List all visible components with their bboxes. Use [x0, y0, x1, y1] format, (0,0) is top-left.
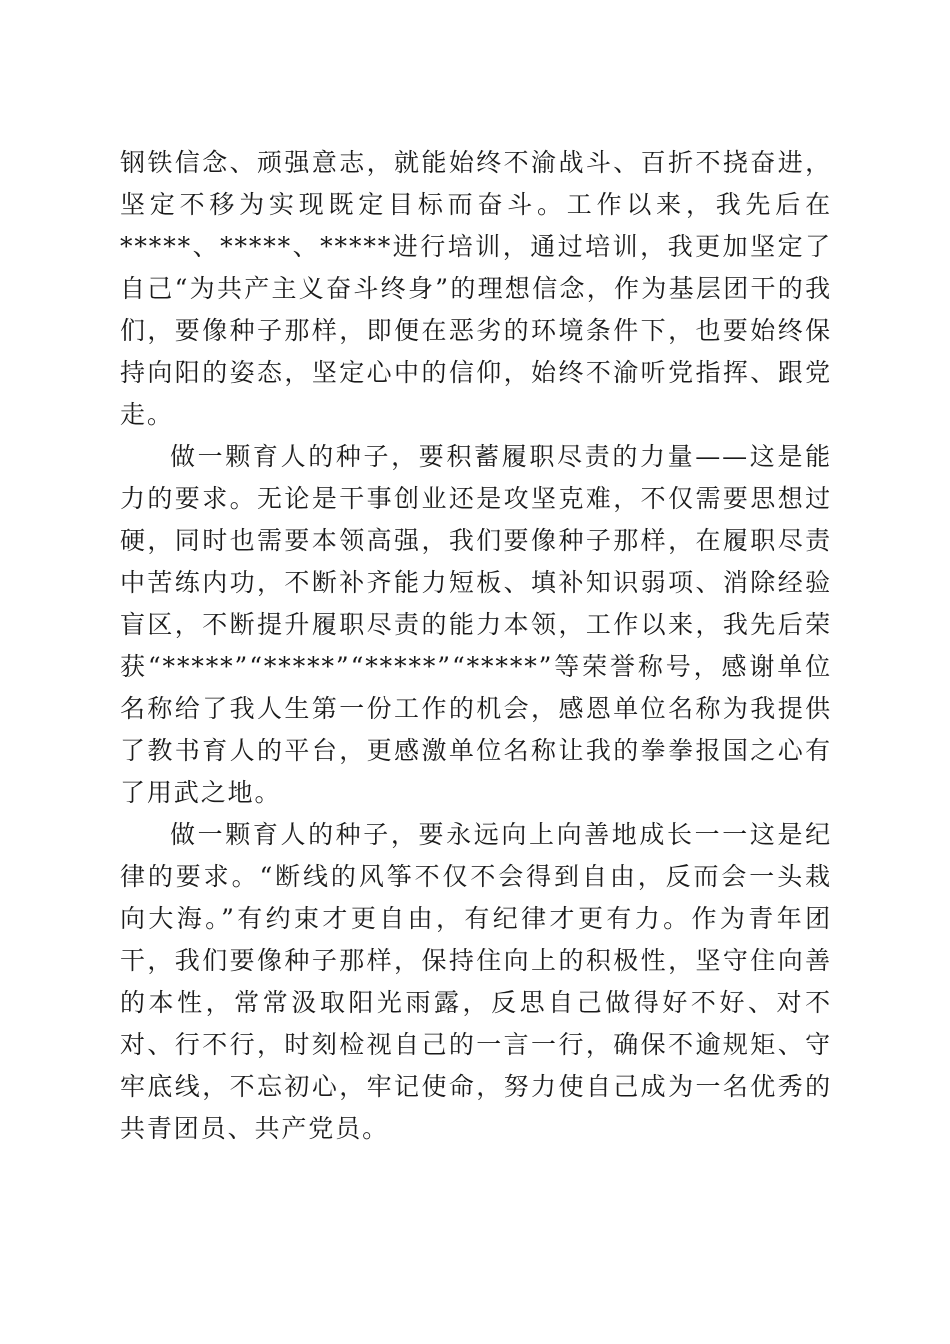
document-body — [120, 142, 832, 1150]
paragraph-1: 钢铁信念、顽强意志，就能始终不渝战斗、百折不挠奋进，坚定不移为实现既定目标而奋斗。工作以来，我先后在*****、*****、*****进行培训，通过培训，我更加坚定了自己“为共产主义奋斗终身”的理想信念，作为基层团干的我们，要像种子那样，即便在恶劣的环境条件下，也要始终保持向阳的姿态，坚定心中的信仰，始终不渝听党指挥、跟党走。 — [120, 148, 832, 429]
paragraph-2: 做一颗育人的种子，要积蓄履职尽责的力量——这是能力的要求。无论是干事创业还是攻坚克难，不仅需要思想过硬，同时也需要本领高强，我们要像种子那样，在履职尽责中苦练内功，不断补齐能力短板、填补知识弱项、消除经验盲区，不断提升履职尽责的能力本领，工作以来，我先后荣获“*****”“*****”“*****”“*****”等荣誉称号，感谢单位名称给了我人生第一份工作的机会，感恩单位名称为我提供了教书育人的平台，更感激单位名称让我的拳拳报国之心有了用武之地。 — [120, 442, 832, 807]
paragraph-3: 做一颗育人的种子，要永远向上向善地成长一一这是纪律的要求。“断线的风筝不仅不会得到自由，反而会一头栽向大海。”有约束才更自由，有纪律才更有力。作为青年团干，我们要像种子那样，保持住向上的积极性，坚守住向善的本性，常常汲取阳光雨露，反思自己做得好不好、对不对、行不行，时刻检视自己的一言一行，确保不逾规矩、守牢底线，不忘初心，牢记使命，努力使自己成为一名优秀的共青团员、共产党员。 — [120, 820, 832, 1143]
